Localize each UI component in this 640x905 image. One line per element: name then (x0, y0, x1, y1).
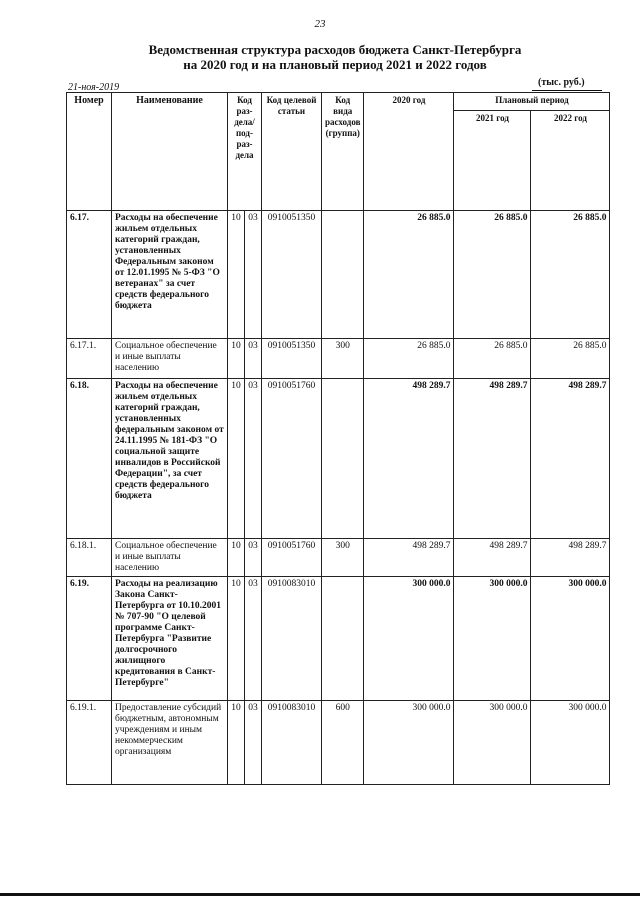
row-amount-2020: 26 885.0 (364, 211, 454, 339)
row-expense-type (322, 211, 364, 339)
table-row (67, 339, 610, 379)
row-amount-2022: 26 885.0 (531, 211, 610, 339)
row-name: Расходы на обеспечение жильем отдельных категорий граждан, установленных федеральным законом от 24.11.1995 № 181-ФЗ "О социальной защите инвалидов в Российской Федерации", за счет средств федерального бюджета (112, 379, 228, 539)
header-section: Код раз-дела/ под-раз-дела (228, 93, 262, 211)
row-expense-type: 600 (322, 701, 364, 785)
budget-table (66, 92, 610, 785)
row-amount-2021: 498 289.7 (454, 379, 531, 539)
title-line-1: Ведомственная структура расходов бюджета Санкт-Петербурга (148, 42, 522, 57)
row-expense-type (322, 577, 364, 701)
row-name: Социальное обеспечение и иные выплаты населению (112, 539, 228, 577)
table-body (67, 211, 610, 785)
row-subsection: 03 (245, 339, 262, 379)
row-target-code: 0910083010 (262, 701, 322, 785)
header-number: Номер (67, 93, 112, 211)
row-amount-2020: 498 289.7 (364, 379, 454, 539)
row-amount-2020: 300 000.0 (364, 701, 454, 785)
table-row (67, 701, 610, 785)
table-row (67, 577, 610, 701)
row-target-code: 0910051760 (262, 539, 322, 577)
units-label: (тыс. руб.) (538, 77, 585, 88)
row-section: 10 (228, 701, 245, 785)
row-section: 10 (228, 339, 245, 379)
row-number: 6.19. (67, 577, 112, 701)
row-amount-2022: 300 000.0 (531, 577, 610, 701)
row-number: 6.17. (67, 211, 112, 339)
bottom-rule (0, 893, 640, 896)
row-expense-type: 300 (322, 539, 364, 577)
row-number: 6.19.1. (67, 701, 112, 785)
header-2022: 2022 год (531, 111, 610, 211)
row-amount-2022: 498 289.7 (531, 539, 610, 577)
row-name: Предоставление субсидий бюджетным, автономным учреждениям и иным некоммерческим организациям (112, 701, 228, 785)
header-expense-type: Код вида расходов (группа) (322, 93, 364, 211)
header-2020: 2020 год (364, 93, 454, 211)
header-2021: 2021 год (454, 111, 531, 211)
table-row (67, 539, 610, 577)
row-name: Социальное обеспечение и иные выплаты населению (112, 339, 228, 379)
row-section: 10 (228, 539, 245, 577)
header-row-1 (67, 93, 610, 111)
row-amount-2021: 498 289.7 (454, 539, 531, 577)
row-number: 6.18. (67, 379, 112, 539)
row-amount-2022: 300 000.0 (531, 701, 610, 785)
row-amount-2021: 300 000.0 (454, 577, 531, 701)
row-target-code: 0910051760 (262, 379, 322, 539)
document-date: 21-ноя-2019 (68, 82, 120, 93)
row-target-code: 0910051350 (262, 339, 322, 379)
row-expense-type (322, 379, 364, 539)
table-row (67, 379, 610, 539)
row-section: 10 (228, 211, 245, 339)
header-target: Код целевой статьи (262, 93, 322, 211)
row-amount-2022: 26 885.0 (531, 339, 610, 379)
row-subsection: 03 (245, 539, 262, 577)
row-section: 10 (228, 577, 245, 701)
row-subsection: 03 (245, 577, 262, 701)
title-line-2: на 2020 год и на плановый период 2021 и 2022 годов (183, 57, 487, 72)
row-target-code: 0910083010 (262, 577, 322, 701)
row-number: 6.18.1. (67, 539, 112, 577)
row-number: 6.17.1. (67, 339, 112, 379)
header-name: Наименование (112, 93, 228, 211)
table-row (67, 211, 610, 339)
page-number: 23 (314, 18, 326, 30)
row-subsection: 03 (245, 701, 262, 785)
row-amount-2020: 498 289.7 (364, 539, 454, 577)
row-section: 10 (228, 379, 245, 539)
row-amount-2021: 26 885.0 (454, 339, 531, 379)
row-name: Расходы на реализацию Закона Санкт-Петербурга от 10.10.2001 № 707-90 "О целевой программе Санкт-Петербурга "Развитие долгосрочного жилищного кредитования в Санкт-Петербурге" (112, 577, 228, 701)
row-amount-2020: 300 000.0 (364, 577, 454, 701)
row-subsection: 03 (245, 379, 262, 539)
row-amount-2022: 498 289.7 (531, 379, 610, 539)
row-target-code: 0910051350 (262, 211, 322, 339)
row-expense-type: 300 (322, 339, 364, 379)
row-subsection: 03 (245, 211, 262, 339)
row-amount-2021: 300 000.0 (454, 701, 531, 785)
row-name: Расходы на обеспечение жильем отдельных категорий граждан, установленных Федеральным законом от 12.01.1995 № 5-ФЗ "О ветеранах" за счет средств федерального бюджета (112, 211, 228, 339)
row-amount-2020: 26 885.0 (364, 339, 454, 379)
header-planned-period: Плановый период (454, 93, 610, 111)
document-title (100, 42, 570, 72)
units-underline (532, 90, 602, 91)
row-amount-2021: 26 885.0 (454, 211, 531, 339)
